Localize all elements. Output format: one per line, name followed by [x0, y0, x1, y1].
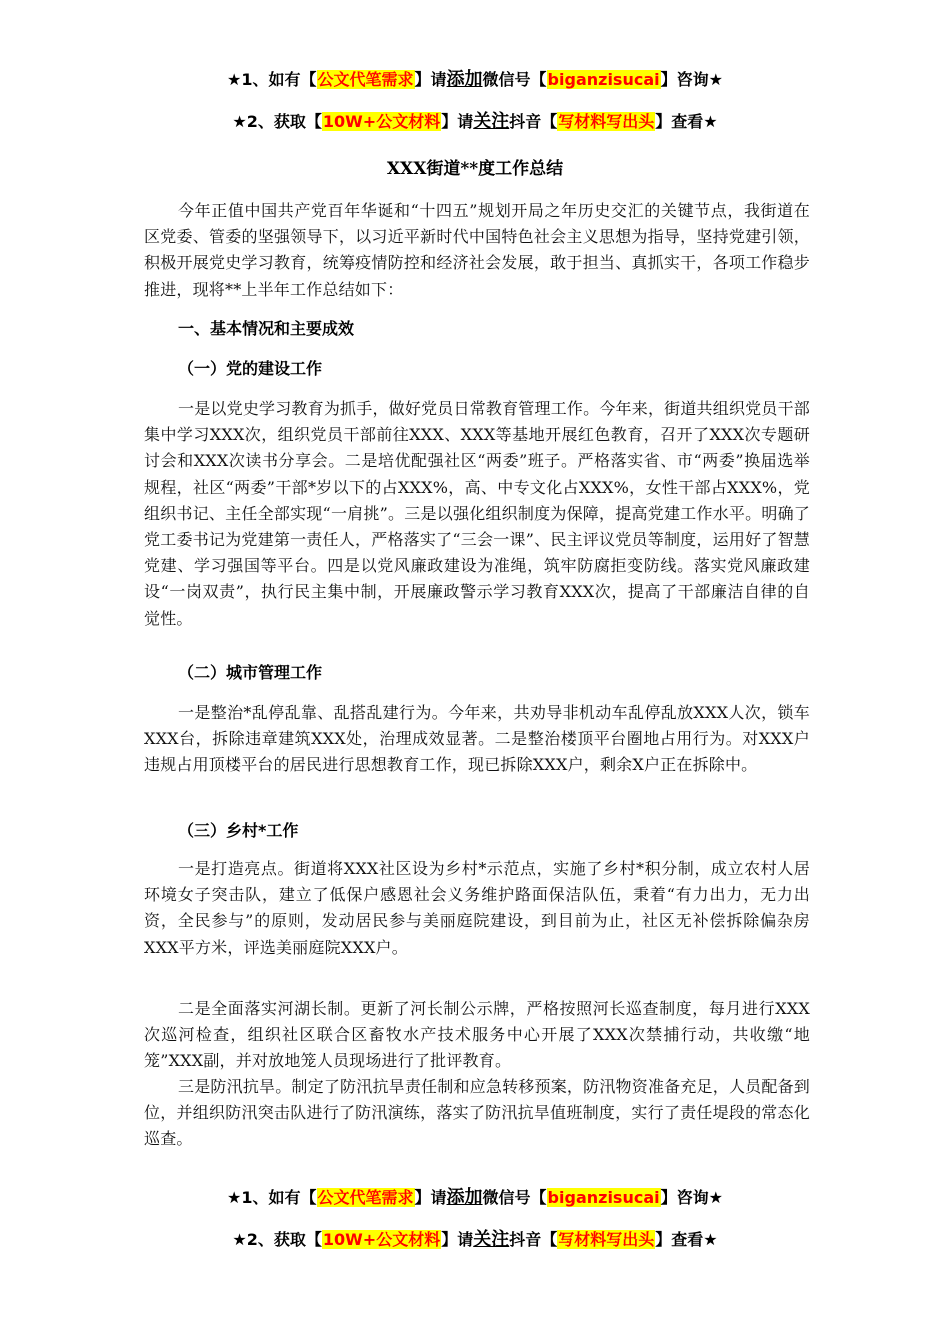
banner-text: ★2、获取【: [232, 1230, 322, 1249]
banner-highlight: 公文代笔需求: [317, 1188, 414, 1207]
banner-text: 】咨询★: [660, 1188, 723, 1207]
banner-highlight: 10W+公文材料: [322, 1230, 441, 1249]
banner-text: 】请: [414, 1188, 447, 1207]
banner-highlight: 10W+公文材料: [322, 112, 441, 131]
banner-text: 微信号【: [482, 1188, 547, 1207]
section-heading: 一、基本情况和主要成效: [178, 319, 355, 338]
subsection-body: 一是打造亮点。街道将XXX社区设为乡村*示范点，实施了乡村*积分制，成立农村人居环境女子突击队，建立了低保户感恩社会义务维护路面保洁队伍，秉着“有力出力，无力出资，全民参与”的原则，发动居民参与美丽庭院建设，到目前为止，社区无补偿拆除偏杂房XXX平方米，评选美丽庭院XXX户。: [144, 859, 810, 957]
banner-text: 】查看★: [655, 1230, 718, 1249]
banner-emphasis: 添加: [446, 69, 483, 90]
banner-highlight: biganzisucai: [547, 70, 660, 89]
banner-text: 抖音【: [509, 112, 558, 131]
subsection-heading: （三）乡村*工作: [178, 821, 299, 840]
banner-text: 】请: [414, 70, 447, 89]
banner-highlight: 写材料写出头: [558, 112, 655, 131]
ad-banner-bottom-line2: [0, 1228, 950, 1252]
banner-emphasis: 关注: [473, 1229, 510, 1250]
banner-emphasis: 关注: [473, 111, 510, 132]
document-title: XXX街道**度工作总结: [386, 159, 564, 179]
banner-highlight: 写材料写出头: [558, 1230, 655, 1249]
subsection-heading: （一）党的建设工作: [178, 359, 323, 378]
banner-highlight: 公文代笔需求: [317, 70, 414, 89]
banner-highlight: biganzisucai: [547, 1188, 660, 1207]
banner-text: ★1、如有【: [227, 70, 317, 89]
banner-text: 】请: [441, 112, 474, 131]
banner-text: ★2、获取【: [232, 112, 322, 131]
subsection-body: 一是整治*乱停乱靠、乱搭乱建行为。今年来，共劝导非机动车乱停乱放XXX人次，锁车XXX台，拆除违章建筑XXX处，治理成效显著。二是整治楼顶平台圈地占用行为。对XXX户违规占用顶楼平台的居民进行思想教育工作，现已拆除XXX户，剩余X户正在拆除中。: [144, 703, 810, 775]
banner-text: 】请: [441, 1230, 474, 1249]
ad-banner-top-line2: [0, 110, 950, 134]
banner-text: 】查看★: [655, 112, 718, 131]
banner-text: 抖音【: [509, 1230, 558, 1249]
banner-text: 】咨询★: [660, 70, 723, 89]
banner-text: 微信号【: [482, 70, 547, 89]
subsection-body: 三是防汛抗旱。制定了防汛抗旱责任制和应急转移预案，防汛物资准备充足，人员配备到位，并组织防汛突击队进行了防汛演练，落实了防汛抗旱值班制度，实行了责任堤段的常态化巡查。: [144, 1077, 810, 1149]
intro-paragraph: 今年正值中国共产党百年华诞和“十四五”规划开局之年历史交汇的关键节点，我街道在区党委、管委的坚强领导下，以习近平新时代中国特色社会主义思想为指导，坚持党建引领，积极开展党史学习教育，统筹疫情防控和经济社会发展，敢于担当、真抓实干，各项工作稳步推进，现将**上半年工作总结如下：: [144, 201, 810, 299]
subsection-heading: （二）城市管理工作: [178, 663, 323, 682]
ad-banner-top-line1: [0, 68, 950, 92]
subsection-body: 二是全面落实河湖长制。更新了河长制公示牌，严格按照河长巡查制度，每月进行XXX次巡河检查，组织社区联合区畜牧水产技术服务中心开展了XXX次禁捕行动，共收缴“地笼”XXX副，并对放地笼人员现场进行了批评教育。: [144, 999, 810, 1071]
ad-banner-bottom-line1: [0, 1186, 950, 1210]
banner-text: ★1、如有【: [227, 1188, 317, 1207]
subsection-body: 一是以党史学习教育为抓手，做好党员日常教育管理工作。今年来，街道共组织党员干部集中学习XXX次，组织党员干部前往XXX、XXX等基地开展红色教育，召开了XXX次专题研讨会和XXX次读书分享会。二是培优配强社区“两委”班子。严格落实省、市“两委”换届选举规程，社区“两委”干部*岁以下的占XXX%，高、中专文化占XXX%，女性干部占XXX%，党组织书记、主任全部实现“一肩挑”。三是以强化组织制度为保障，提高党建工作水平。明确了党工委书记为党建第一责任人，严格落实了“三会一课”、民主评议党员等制度，运用好了智慧党建、学习强国等平台。四是以党风廉政建设为准绳，筑牢防腐拒变防线。落实党风廉政建设“一岗双责”，执行民主集中制，开展廉政警示学习教育XXX次，提高了干部廉洁自律的自觉性。: [144, 399, 810, 628]
banner-emphasis: 添加: [446, 1187, 483, 1208]
